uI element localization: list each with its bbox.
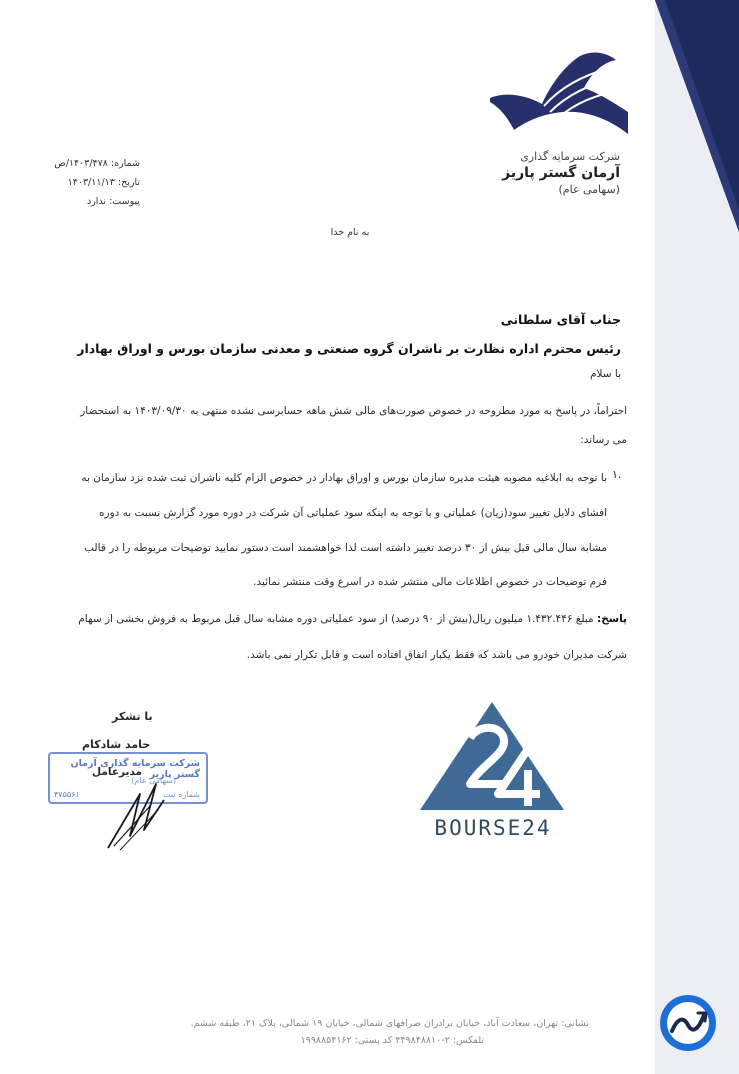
stamp-company-name: شرکت سرمایه گذاری آرمان گستر پاریز bbox=[70, 758, 200, 780]
item-number: ۱. bbox=[612, 468, 622, 481]
letter-date: تاریخ: ۱۴۰۳/۱۱/۱۳ bbox=[67, 177, 140, 188]
recipient-name: جناب آقای سلطانی bbox=[500, 312, 621, 327]
intro-line-2: می رساند: bbox=[580, 434, 627, 446]
signer-name: حامد شادکام bbox=[82, 738, 151, 751]
answer-line-2: شرکت مدیران خودرو می باشد که فقط یکبار اتفاق افتاده است و قابل تکرار نمی باشد. bbox=[246, 649, 627, 661]
stamp-registration-label: شماره ثبت bbox=[163, 790, 200, 799]
item-line-3: مشابه سال مالی قبل بیش از ۳۰ درصد تغییر داشته است لذا خواهشمند است دستور نمایید توضیحات مربوطه را در قالب bbox=[84, 542, 607, 554]
item-line-1: با توجه به ابلاغیه مصوبه هیئت مدیره سازمان بورس و اوراق بهادار در خصوص الزام کلیه ناشران ثبت شده نزد سازمان به bbox=[81, 472, 607, 484]
bourse24-logo-icon bbox=[418, 698, 566, 814]
company-name-line3: (سهامی عام) bbox=[558, 183, 620, 196]
handwritten-signature bbox=[100, 776, 170, 854]
decorative-side-band bbox=[655, 0, 739, 1074]
company-name-line1: شرکت سرمایه گذاری bbox=[520, 150, 620, 163]
company-logo-icon bbox=[484, 46, 634, 140]
stamp-company-type: (سهامی عام) bbox=[131, 776, 176, 785]
item-line-4: فرم توضیحات در خصوص اطلاعات مالی منتشر شده در اسرع وقت منتشر نمائید. bbox=[253, 576, 607, 588]
closing-thanks: با تشکر bbox=[112, 710, 153, 723]
letter-meta bbox=[40, 154, 140, 211]
company-name-block bbox=[470, 150, 620, 196]
item-line-2: افشای دلایل تغییر سود(زیان) عملیاتی و با توجه به اینکه سود عملیاتی آن شرکت در دوره مورد گزارش نسبت به دوره bbox=[99, 507, 607, 519]
answer-label: پاسخ: bbox=[597, 613, 627, 625]
intro-line-1: احتراماً، در پاسخ به مورد مطروحه در خصوص صورت‌های مالی شش ماهه حسابرسی نشده منتهی به ۱۴۰۳/۰۹/۳۰ به استحضار bbox=[80, 405, 627, 417]
trend-badge-icon bbox=[658, 993, 718, 1053]
answer-line-1 bbox=[78, 613, 627, 625]
footer-contact: تلفکس: ۲-۴۴۹۸۴۸۸۱۰ کد پستی: ۱۹۹۸۸۵۴۱۶۲ bbox=[300, 1035, 484, 1046]
letter-attachment: پیوست: ندارد bbox=[86, 196, 140, 207]
bourse24-logo-text: BOURSE24 bbox=[434, 816, 552, 840]
signer-role: مدیرعامل bbox=[92, 766, 143, 778]
salutation: با سلام bbox=[589, 368, 621, 380]
stamp-registration-number: ۴۷۵۵۶۱ bbox=[54, 790, 80, 799]
footer-address: نشانی: تهران، سعادت آباد، خیابان برادران صرافهای شمالی، خیابان ۱۹ شمالی، پلاک ۲۱، طبقه ششم. bbox=[190, 1018, 589, 1029]
recipient-title: رئیس محترم اداره نظارت بر ناشران گروه صنعتی و معدنی سازمان بورس و اوراق بهادار bbox=[77, 341, 621, 356]
company-name-line2: آرمان گستر پاریز bbox=[502, 165, 620, 181]
answer-text-1: مبلغ ۱.۴۳۲.۴۴۶ میلیون ریال(بیش از ۹۰ درصد) از سود عملیاتی دوره مشابه سال قبل مربوط به فروش بخشی از سهام bbox=[78, 613, 594, 625]
bismillah-heading: به نام خدا bbox=[330, 227, 370, 238]
letter-number: شماره: ۱۴۰۳/۴۷۸/ص bbox=[54, 158, 140, 169]
